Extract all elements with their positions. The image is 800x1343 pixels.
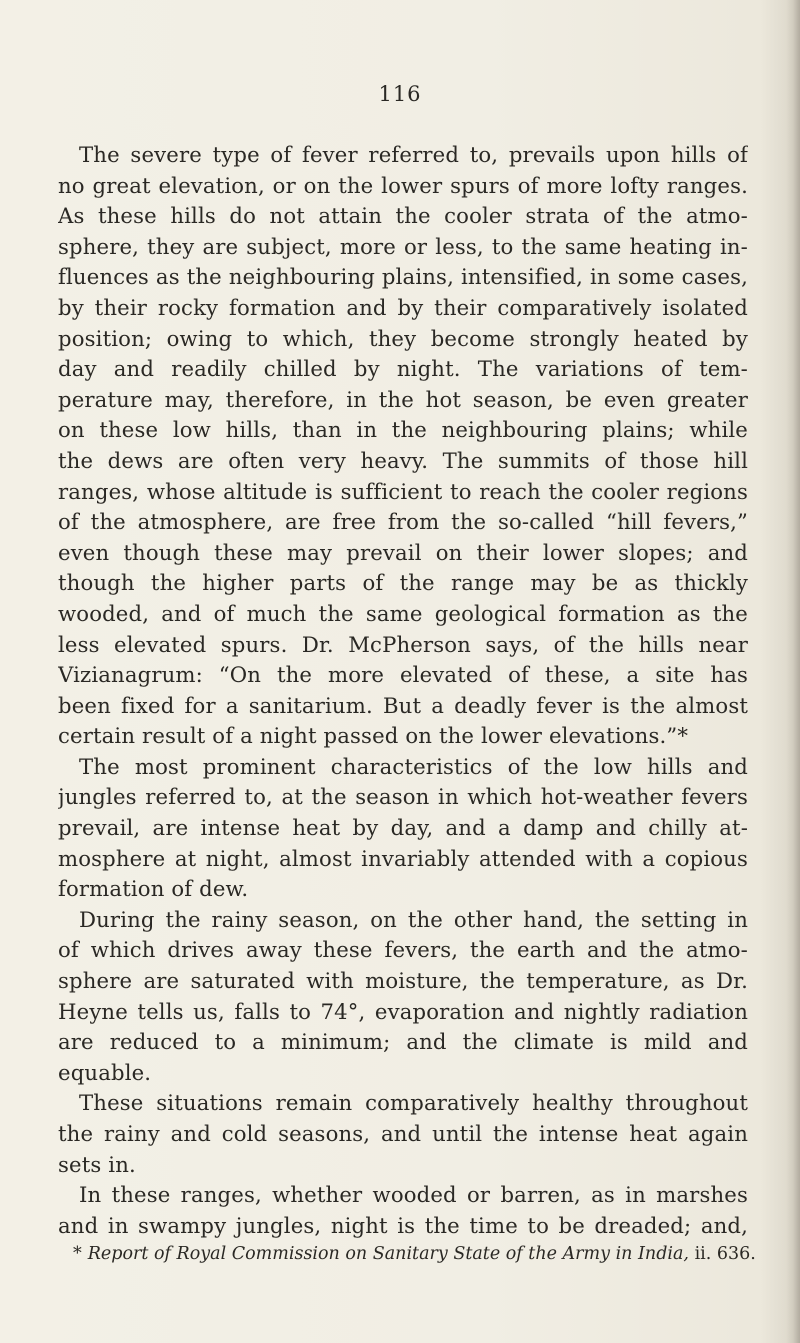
text-line: During the rainy season, on the other hand, the setting in <box>79 906 748 932</box>
text-line: fluences as the neighbouring plains, intensified, in some cases, <box>58 264 748 290</box>
text-line: even though these may prevail on their lower slopes; and <box>58 539 748 565</box>
text-line: are reduced to a minimum; and the climate is mild and <box>58 1029 748 1055</box>
footnote <box>73 1244 756 1264</box>
text-line: and in swampy jungles, night is the time to be dreaded; and, <box>58 1212 748 1238</box>
text-line: less elevated spurs. Dr. McPherson says, of the hills near <box>58 631 748 657</box>
text-line: The most prominent characteristics of the low hills and <box>79 753 748 779</box>
text-line: by their rocky formation and by their comparatively isolated <box>58 294 748 320</box>
text-line: of which drives away these fevers, the earth and the atmo- <box>58 937 748 963</box>
text-line: prevail, are intense heat by day, and a damp and chilly at- <box>58 815 748 841</box>
footnote-marker: * <box>73 1244 82 1264</box>
text-line: In these ranges, whether wooded or barren, as in marshes <box>79 1182 748 1208</box>
text-line: equable. <box>58 1059 152 1085</box>
footnote-reference: ii. 636. <box>694 1244 756 1264</box>
text-line: Heyne tells us, falls to 74°, evaporation and nightly radiation <box>58 998 748 1024</box>
text-line: wooded, and of much the same geological formation as the <box>58 600 748 626</box>
text-line: on these low hills, than in the neighbouring plains; while <box>58 417 748 443</box>
text-line: sphere are saturated with moisture, the temperature, as Dr. <box>58 968 748 994</box>
text-line: no great elevation, or on the lower spurs of more lofty ranges. <box>58 172 748 198</box>
text-line: though the higher parts of the range may be as thickly <box>58 570 748 596</box>
text-line: jungles referred to, at the season in which hot-weather fevers <box>58 784 748 810</box>
text-line: The severe type of fever referred to, prevails upon hills of <box>79 142 748 167</box>
page-number: 116 <box>378 82 422 106</box>
text-line: of the atmosphere, are free from the so-called “hill fevers,” <box>58 509 748 535</box>
text-line: been fixed for a sanitarium. But a deadly fever is the almost <box>58 692 748 718</box>
text-line: position; owing to which, they become strongly heated by <box>58 325 748 351</box>
text-line: day and readily chilled by night. The variations of tem- <box>58 356 748 382</box>
footnote-title: Report of Royal Commission on Sanitary State of the Army in India, <box>87 1244 689 1264</box>
text-line: Vizianagrum: “On the more elevated of these, a site has <box>58 662 748 688</box>
text-line: These situations remain comparatively healthy throughout <box>79 1090 748 1116</box>
text-line: the dews are often very heavy. The summits of those hill <box>58 447 748 473</box>
text-line: sets in. <box>58 1151 136 1177</box>
text-line: perature may, therefore, in the hot season, be even greater <box>58 386 748 412</box>
text-line: mosphere at night, almost invariably attended with a copious <box>58 845 748 871</box>
text-line: sphere, they are subject, more or less, to the same heating in- <box>58 233 748 259</box>
text-line: certain result of a night passed on the lower elevations.”* <box>58 723 689 749</box>
text-line: As these hills do not attain the cooler strata of the atmo- <box>58 203 748 229</box>
text-line: formation of dew. <box>58 876 249 902</box>
body-text <box>58 140 748 1241</box>
text-line: the rainy and cold seasons, and until the intense heat again <box>58 1121 748 1146</box>
page-edge-shadow <box>786 0 800 1343</box>
text-line: ranges, whose altitude is sufficient to reach the cooler regions <box>58 478 748 504</box>
